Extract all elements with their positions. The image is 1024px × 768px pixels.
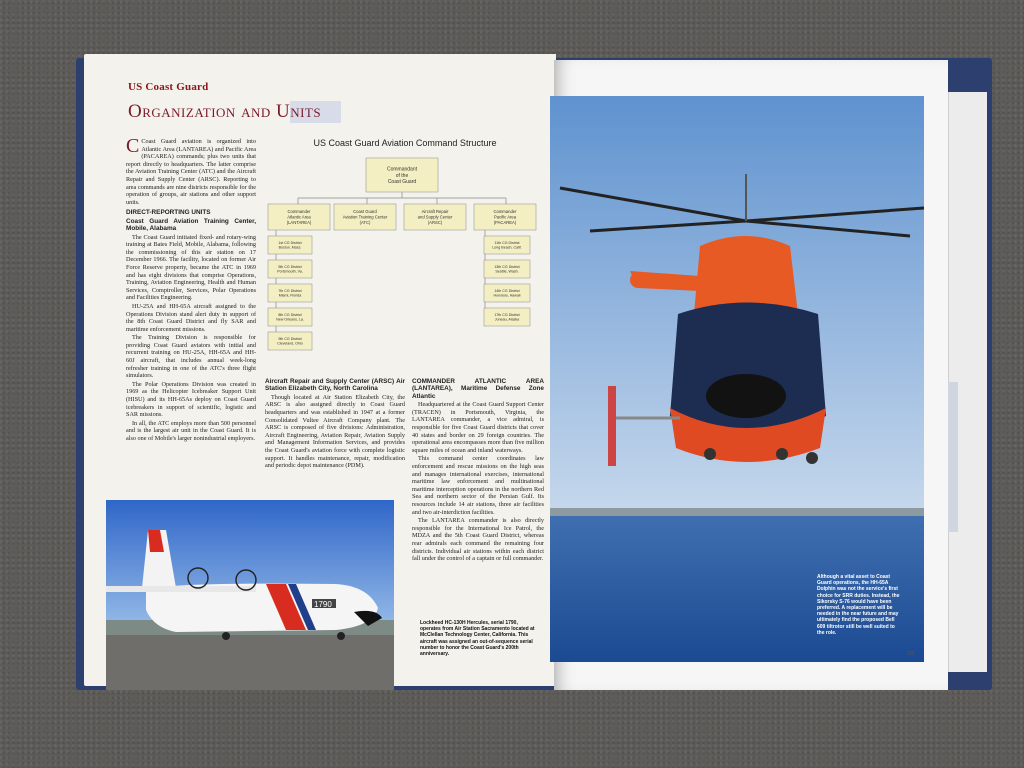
org-node-commandant-label: of the bbox=[395, 172, 409, 179]
subheading-arsc: Aircraft Repair and Supply Center (ARSC) Air Station Elizabeth City, North Carolina bbox=[265, 378, 405, 393]
org-node-atlantic-district-label: Portsmouth, Va. bbox=[277, 269, 303, 274]
org-node-commandant-label: Commandant bbox=[386, 166, 418, 173]
org-node-level2 bbox=[404, 204, 466, 230]
subheading-lantarea: COMMANDER ATLANTIC AREA (LANTAREA), Maritime Defense Zone Atlantic bbox=[412, 378, 544, 400]
org-node-atlantic-district bbox=[268, 260, 312, 278]
org-node-pacific-district-label: Long Beach, Calif. bbox=[492, 245, 522, 250]
org-node-atlantic-district bbox=[268, 236, 312, 254]
org-node-level2 bbox=[334, 204, 396, 230]
paragraph: Though located at Air Station Elizabeth City, the ARSC is also assigned directly to Coast Guard headquarters and was established in 1947 at a former Consolidated Vultee Aircraft Company plant. The ARSC is composed of five divisions: Administration, Aircraft Engineering, Aviation Repair, Aviation Supply and Management Information Services, and provides the Coast Guard's aviation force with complete logistic support. It handles maintenance, repair, modification and periodic depot maintenance (PDM). bbox=[265, 393, 405, 470]
org-node-atlantic-district-label: 1st CG District bbox=[278, 240, 302, 245]
hercules-photo bbox=[106, 500, 394, 690]
org-node-atlantic-district-label: Miami, Florida bbox=[278, 293, 302, 298]
org-node-pacific-district bbox=[484, 308, 530, 326]
section-header: US Coast Guard bbox=[128, 81, 209, 93]
page-number: 135 bbox=[906, 651, 915, 657]
paragraph: The Polar Operations Division was created in 1969 as the Helicopter Icebreaker Support Unit (HISU) and its HH-65As deploy on Coast Guard icebreakers in support of scientific, logistic and SAR missions. bbox=[126, 380, 256, 419]
org-node-level2-label: Atlantic Area bbox=[287, 214, 311, 220]
org-node-level2-label: Commander bbox=[287, 209, 311, 215]
org-node-level2-label: Aircraft Repair bbox=[421, 209, 449, 215]
org-node-pacific-district-label: 11th CG District bbox=[494, 240, 520, 245]
org-node-pacific-district bbox=[484, 260, 530, 278]
plane-serial: 1790 bbox=[314, 600, 332, 609]
paragraph: The Training Division is responsible for providing Coast Guard aviators with initial and recurrent training on HU-25A, HH-65A and HH-60J aircraft, that includes annual week-long refresher training in one of the ATC's three flight simulators. bbox=[126, 334, 256, 380]
org-node-atlantic-district bbox=[268, 308, 312, 326]
org-node-atlantic-district-label: 8th CG District bbox=[278, 312, 302, 317]
org-node-atlantic-district-label: New Orleans, La. bbox=[276, 317, 304, 322]
org-node-pacific-district bbox=[484, 284, 530, 302]
org-node-level2-label: (PACAREA) bbox=[493, 219, 517, 225]
text-column-1 bbox=[126, 135, 256, 444]
paragraph: The Coast Guard initiated fixed- and rotary-wing training at Bates Field, Mobile, Alabama, following the commissioning of this air station on 17 December 1966. The facility, located on former Air Force Reserve property, became the ATC in 1969 and has eight divisions that comprise Operations, Training, Aviation Engineering, Health and Human Services, Comptroller, Services, Polar Operations and Facilities Engineering. bbox=[126, 233, 256, 302]
org-node-level2-label: Pacific Area bbox=[493, 214, 517, 220]
org-node-atlantic-district-label: 7th CG District bbox=[278, 288, 302, 293]
org-node-level2-label: Coast Guard bbox=[353, 209, 377, 215]
org-node-level2 bbox=[474, 204, 536, 230]
subheading-atc: Coast Guard Aviation Training Center, Mobile, Alabama bbox=[126, 217, 256, 233]
text-column-3 bbox=[412, 375, 544, 564]
org-node-pacific-district bbox=[484, 236, 530, 254]
org-node-atlantic-district bbox=[268, 332, 312, 350]
org-node-level2-label: (ARSC) bbox=[427, 219, 443, 225]
org-node-atlantic-district-label: Cleveland, Ohio bbox=[277, 341, 303, 346]
org-node-pacific-district-label: Honolulu, Hawaii bbox=[493, 293, 521, 298]
paragraph: Headquartered at the Coast Guard Support Center (TRACEN) in Portsmouth, Virginia, the LANTAREA commander, a vice admiral, is responsible for five Coast Guard districts that cover 40 states and border on 29 foreign countries. The operational area encompasses more than five million square miles of ocean and inland waterways. bbox=[412, 401, 544, 454]
org-node-pacific-district-label: 13th CG District bbox=[494, 264, 520, 269]
subheading-direct: DIRECT-REPORTING UNITS bbox=[126, 209, 211, 217]
org-node-level2-label: and Supply Center bbox=[417, 214, 453, 220]
org-node-pacific-district-label: Juneau, Alaska bbox=[494, 317, 520, 322]
org-chart-title: US Coast Guard Aviation Command Structure bbox=[313, 138, 497, 148]
org-node-level2 bbox=[268, 204, 330, 230]
org-node-pacific-district-label: 17th CG District bbox=[494, 312, 520, 317]
org-node-atlantic-district-label: 9th CG District bbox=[278, 336, 302, 341]
paragraph: HU-25A and HH-65A aircraft assigned to the Operations Division stand alert duty in support of the 8th Coast Guard District and fly SAR and maritime enforcement missions. bbox=[126, 302, 256, 333]
helicopter-caption: Although a vital asset to Coast Guard operations, the HH-65A Dolphin was not the service's first choice for SRR duties. Instead, the Sikorsky S-76 would have been preferred. A replacement will be needed in the near future and may ultimately find the proposed Bell 609 tiltrotor still be well suited to the role. bbox=[817, 574, 900, 636]
paragraph: In all, the ATC employs more than 500 personnel and is the largest air unit in the Coast Guard. It is also one of Mobile's larger nonindustrial employers. bbox=[126, 419, 256, 442]
org-node-level2-label: Commander bbox=[493, 209, 517, 215]
drop-cap: C bbox=[126, 135, 140, 157]
org-node-pacific-district-label: Seattle, Wash. bbox=[495, 269, 519, 274]
paragraph: This command center coordinates law enforcement and rescue missions on the high seas and manages international exercises, international maritime law enforcement and multinational maritime interception operations in the northern Red Sea and northern sector of the Persian Gulf. Its resources include 14 air stations, three air facilities and two air-interdiction facilities. bbox=[412, 455, 544, 516]
org-chart bbox=[262, 150, 542, 360]
org-node-level2-label: Aviation Training Center bbox=[342, 214, 388, 220]
org-node-pacific-district-label: 14th CG District bbox=[494, 288, 520, 293]
org-node-atlantic-district-label: Boston, Mass. bbox=[278, 245, 302, 250]
page-title: Organization and Units bbox=[128, 101, 341, 123]
intro-text: Coast Guard aviation is organized into Atlantic Area (LANTAREA) and Pacific Area (PACAREA) commands; plus two units that report directly to headquarters. The latter comprise the Aviation Training Center (ATC) and the Aircraft Repair and Supply Center (ARSC). Reporting to area commands are nine districts responsible for the operation of groups, air stations and other support units. bbox=[126, 138, 256, 206]
org-node-atlantic-district bbox=[268, 284, 312, 302]
text-column-2 bbox=[265, 375, 405, 471]
plane-caption: Lockheed HC-130H Hercules, serial 1790, operates from Air Station Sacramento located at McClellan Technology Center, California. This aircraft was assigned an out-of-sequence serial number to honor the Coast Guard's 200th anniversary. bbox=[420, 620, 535, 658]
org-node-atlantic-district-label: 5th CG District bbox=[278, 264, 302, 269]
paragraph: The LANTAREA commander is also directly responsible for the International Ice Patrol, the MDZA and the 5th Coast Guard District, whereas rear admirals each command the remaining four districts. Individual air stations within each district fall under the control of a captain or full commander. bbox=[412, 517, 544, 563]
org-node-commandant bbox=[366, 158, 438, 192]
org-node-level2-label: (ATC) bbox=[359, 219, 371, 225]
org-node-commandant-label: Coast Guard bbox=[387, 178, 417, 185]
org-node-level2-label: (LANTAREA) bbox=[286, 219, 312, 225]
